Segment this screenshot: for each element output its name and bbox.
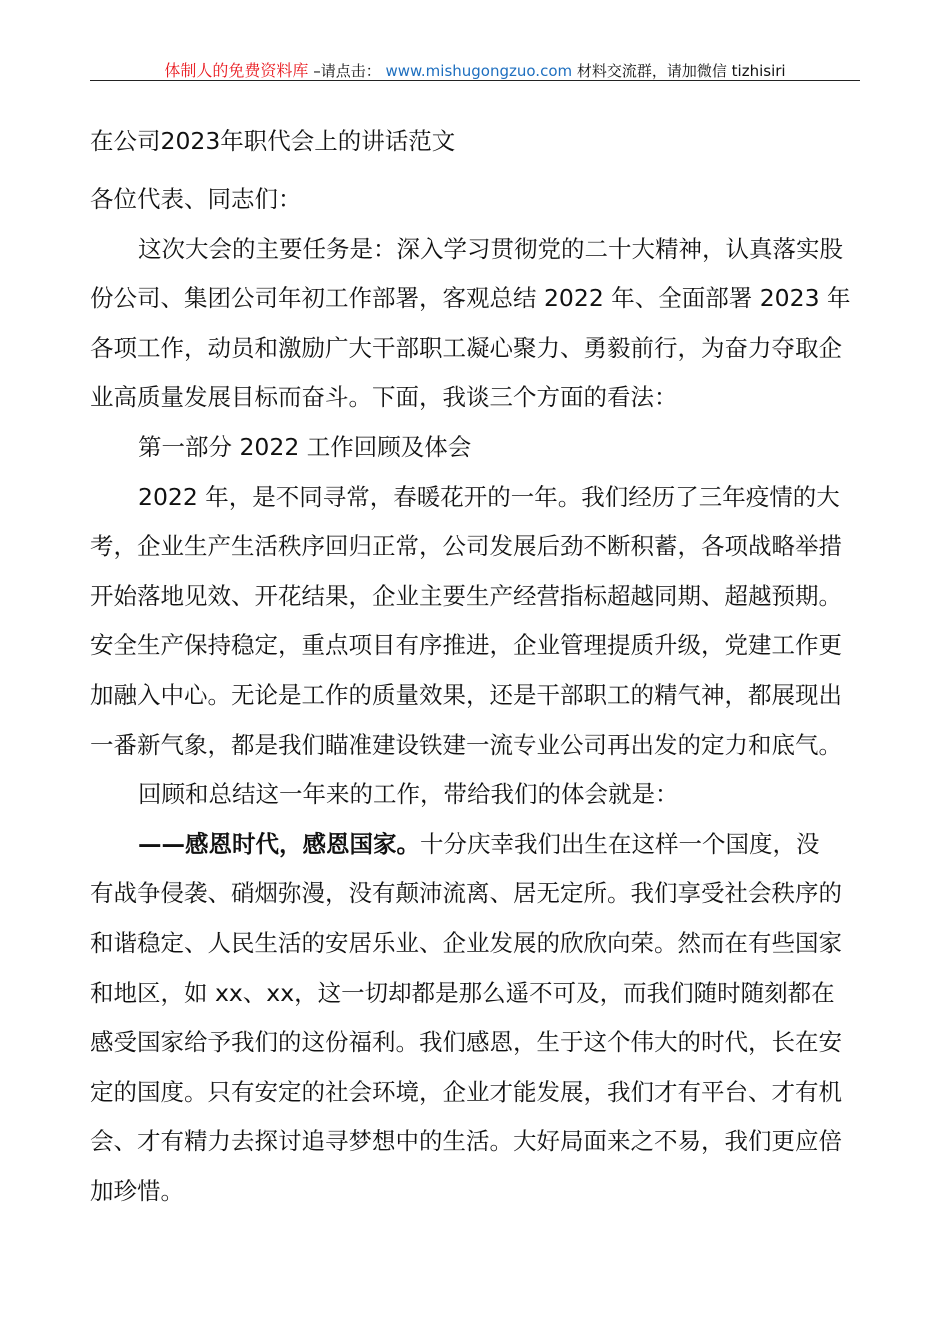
lead-rest: 十分庆幸我们出生在这样一个国度，没	[420, 829, 820, 858]
paragraph-line: 一番新气象，都是我们瞄准建设铁建一流专业公司再出发的定力和底气。	[90, 730, 842, 759]
paragraph-line: 各项工作，动员和激励广大干部职工凝心聚力、勇毅前行，为奋力夺取企	[90, 333, 842, 362]
header-rule	[90, 80, 860, 81]
paragraph-line: 业高质量发展目标而奋斗。下面，我谈三个方面的看法：	[90, 383, 678, 412]
paragraph-line: 加融入中心。无论是工作的质量效果，还是干部职工的精气神，都展现出	[90, 680, 842, 709]
document-title: 在公司2023年职代会上的讲话范文	[90, 127, 456, 155]
header-link[interactable]: www.mishugongzuo.com	[385, 62, 573, 80]
paragraph-line: 加珍惜。	[90, 1176, 184, 1205]
header-brand: 体制人的免费资料库	[164, 61, 309, 80]
bold-lead: ——感恩时代，感恩国家。	[138, 829, 420, 858]
paragraph-line: 份公司、集团公司年初工作部署，客观总结 2022 年、全面部署 2023 年	[90, 284, 851, 313]
header-tail: 材料交流群，请加微信 tizhisiri	[576, 62, 786, 80]
paragraph-line: 会、才有精力去探讨追寻梦想中的生活。大好局面来之不易，我们更应倍	[90, 1127, 842, 1156]
paragraph-line: 2022 年，是不同寻常，春暖花开的一年。我们经历了三年疫情的大	[138, 482, 840, 511]
section-heading: 第一部分 2022 工作回顾及体会	[138, 432, 472, 461]
paragraph-line: 这次大会的主要任务是：深入学习贯彻党的二十大精神，认真落实股	[138, 234, 843, 263]
header-prompt: –请点击：	[313, 62, 381, 80]
salutation: 各位代表、同志们：	[90, 185, 302, 213]
document-body	[90, 116, 862, 1216]
paragraph-line: 定的国度。只有安定的社会环境，企业才能发展，我们才有平台、才有机	[90, 1077, 842, 1106]
paragraph-line: 和地区，如 xx、xx，这一切却都是那么遥不可及，而我们随时随刻都在	[90, 978, 835, 1007]
paragraph-line: 开始落地见效、开花结果，企业主要生产经营指标超越同期、超越预期。	[90, 581, 842, 610]
paragraph-line: 感受国家给予我们的这份福利。我们感恩，生于这个伟大的时代，长在安	[90, 1028, 842, 1057]
paragraph-line: 有战争侵袭、硝烟弥漫，没有颠沛流离、居无定所。我们享受社会秩序的	[90, 879, 842, 908]
paragraph-line	[90, 820, 862, 870]
paragraph-line: 安全生产保持稳定，重点项目有序推进，企业管理提质升级，党建工作更	[90, 631, 842, 660]
paragraph-line: 回顾和总结这一年来的工作，带给我们的体会就是：	[138, 780, 679, 809]
paragraph-line: 和谐稳定、人民生活的安居乐业、企业发展的欣欣向荣。然而在有些国家	[90, 928, 842, 957]
page-header	[90, 58, 860, 81]
paragraph-line: 考，企业生产生活秩序回归正常，公司发展后劲不断积蓄，各项战略举措	[90, 532, 842, 561]
